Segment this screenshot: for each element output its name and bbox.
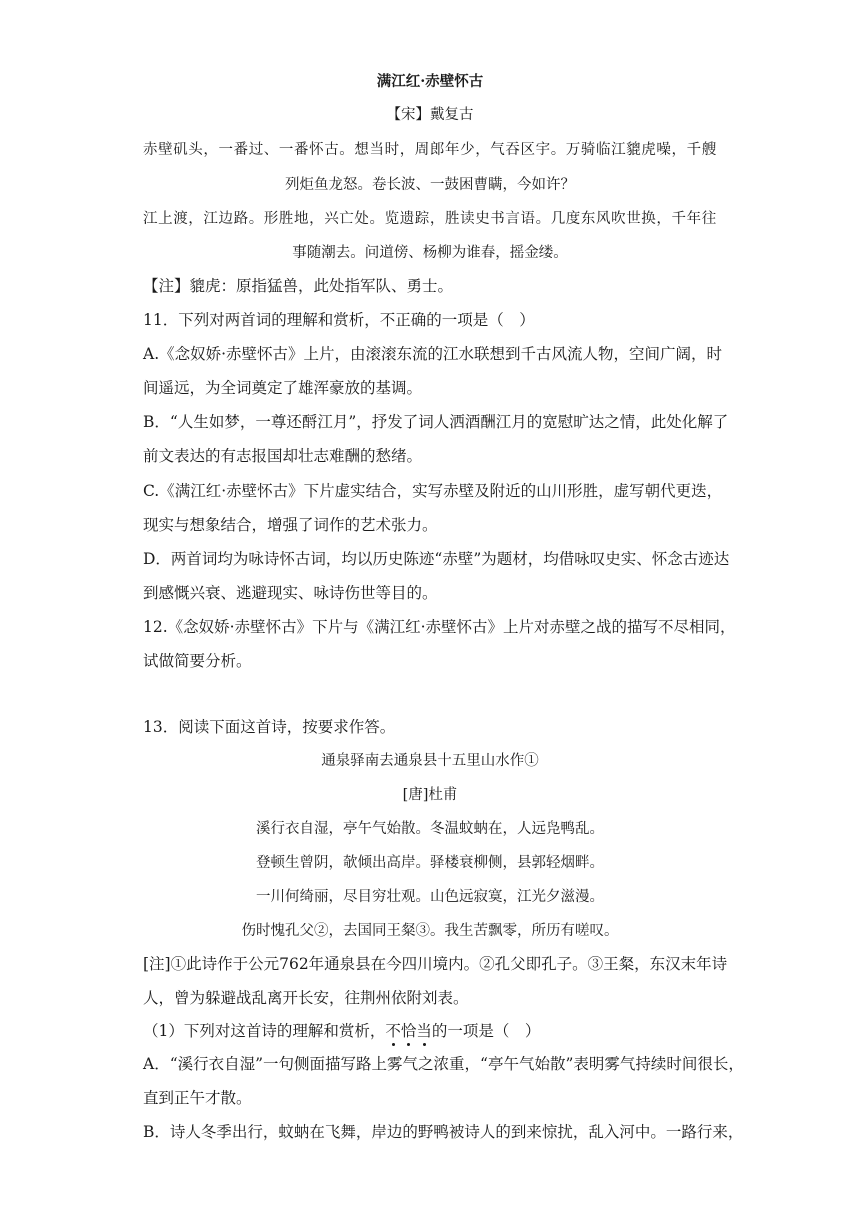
poem2-note-line2: 人，曾为躲避战乱离开长安，往荆州依附刘表。 [143, 989, 469, 1007]
option-a-line1: A.《念奴娇·赤壁怀古》上片，由滚滚东流的江水联想到千古风流人物，空间广阔，时 [143, 345, 723, 363]
emphasis-not-appropriate [385, 1022, 432, 1040]
question-13-stem: 13．阅读下面这首诗，按要求作答。 [143, 718, 396, 736]
sub-question-1-before: （1）下列对这首诗的理解和赏析， [143, 1022, 386, 1040]
option-c-line2: 现实与想象结合，增强了词作的艺术张力。 [143, 516, 438, 534]
question-12-line2: 试做简要分析。 [143, 652, 252, 670]
poem-note: 【注】貔虎：原指猛兽，此处指军队、勇士。 [143, 277, 454, 295]
question-11-stem: 11．下列对两首词的理解和赏析，不正确的一项是（ ） [143, 311, 535, 329]
poem-title: 满江红·赤壁怀古 [376, 73, 484, 90]
emphasis-dot [407, 1043, 410, 1046]
poem2-line: 登顿生曾阴，欹倾出高岸。驿楼衰柳侧，县郭轻烟畔。 [256, 855, 604, 871]
poem-line: 江上渡，江边路。形胜地，兴亡处。览遗踪，胜读史书言语。几度东风吹世换，千年往 [143, 211, 717, 227]
emphasis-char: 不 [385, 1022, 401, 1040]
poem-line: 列炬鱼龙怒。卷长波、一鼓困曹瞒，今如许？ [285, 177, 575, 193]
emphasis-dot [423, 1043, 426, 1046]
emphasis-char: 当 [416, 1022, 432, 1040]
sub-question-1-after: 的一项是（ ） [431, 1022, 541, 1040]
emphasis-dot [392, 1043, 395, 1046]
q13-option-a-line1: A．“溪行衣自湿”一句侧面描写路上雾气之浓重，“亭午气始散”表明雾气持续时间很长， [143, 1055, 744, 1073]
emphasis-text [385, 1022, 432, 1040]
poem-line: 赤壁矶头，一番过、一番怀古。想当时，周郎年少，气吞区宇。万骑临江貔虎噪，千艘 [143, 142, 717, 158]
option-d-line1: D．两首词均为咏诗怀古词，均以历史陈迹“赤壁”为题材，均借咏叹史实、怀念古迹达 [143, 550, 730, 568]
emphasis-char: 恰 [401, 1022, 417, 1040]
option-b-line2: 前文表达的有志报国却壮志难酬的愁绪。 [143, 447, 423, 465]
option-a-line2: 间遥远，为全词奠定了雄浑豪放的基调。 [143, 379, 423, 397]
poem-author: 【宋】戴复古 [386, 107, 474, 123]
option-b-line1: B．“人生如梦，一尊还酹江月”，抒发了词人洒酒酬江月的宽慰旷达之情，此处化解了 [143, 413, 729, 431]
sub-question-1 [143, 1021, 540, 1041]
poem-line: 事随潮去。问道傍、杨柳为谁春，摇金缕。 [292, 245, 568, 261]
poem2-note-line1: [注]①此诗作于公元762年通泉县在今四川境内。②孔父即孔子。③王粲，东汉末年诗 [143, 955, 728, 973]
question-12-line1: 12.《念奴娇·赤壁怀古》下片与《满江红·赤壁怀古》上片对赤壁之战的描写不尽相同， [143, 618, 736, 636]
poem2-title: 通泉驿南去通泉县十五里山水作① [321, 753, 539, 769]
poem2-line: 一川何绮丽，尽目穷壮观。山色远寂寞，江光夕滋漫。 [256, 889, 604, 905]
option-d-line2: 到感慨兴衰、逃避现实、咏诗伤世等目的。 [143, 584, 438, 602]
q13-option-a-line2: 直到正午才散。 [143, 1089, 252, 1107]
q13-option-b-line1: B．诗人冬季出行，蚊蚋在飞舞，岸边的野鸭被诗人的到来惊扰，乱入河中。一路行来， [143, 1123, 744, 1141]
option-c-line1: C.《满江红·赤壁怀古》下片虚实结合，实写赤壁及附近的山川形胜，虚写朝代更迭， [143, 482, 723, 500]
poem2-author: [唐]杜甫 [402, 787, 458, 803]
poem2-line: 溪行衣自湿，亭午气始散。冬温蚊蚋在，人远凫鸭乱。 [256, 821, 604, 837]
poem2-line: 伤时愧孔父②，去国同王粲③。我生苦飘零，所历有嗟叹。 [241, 923, 619, 939]
